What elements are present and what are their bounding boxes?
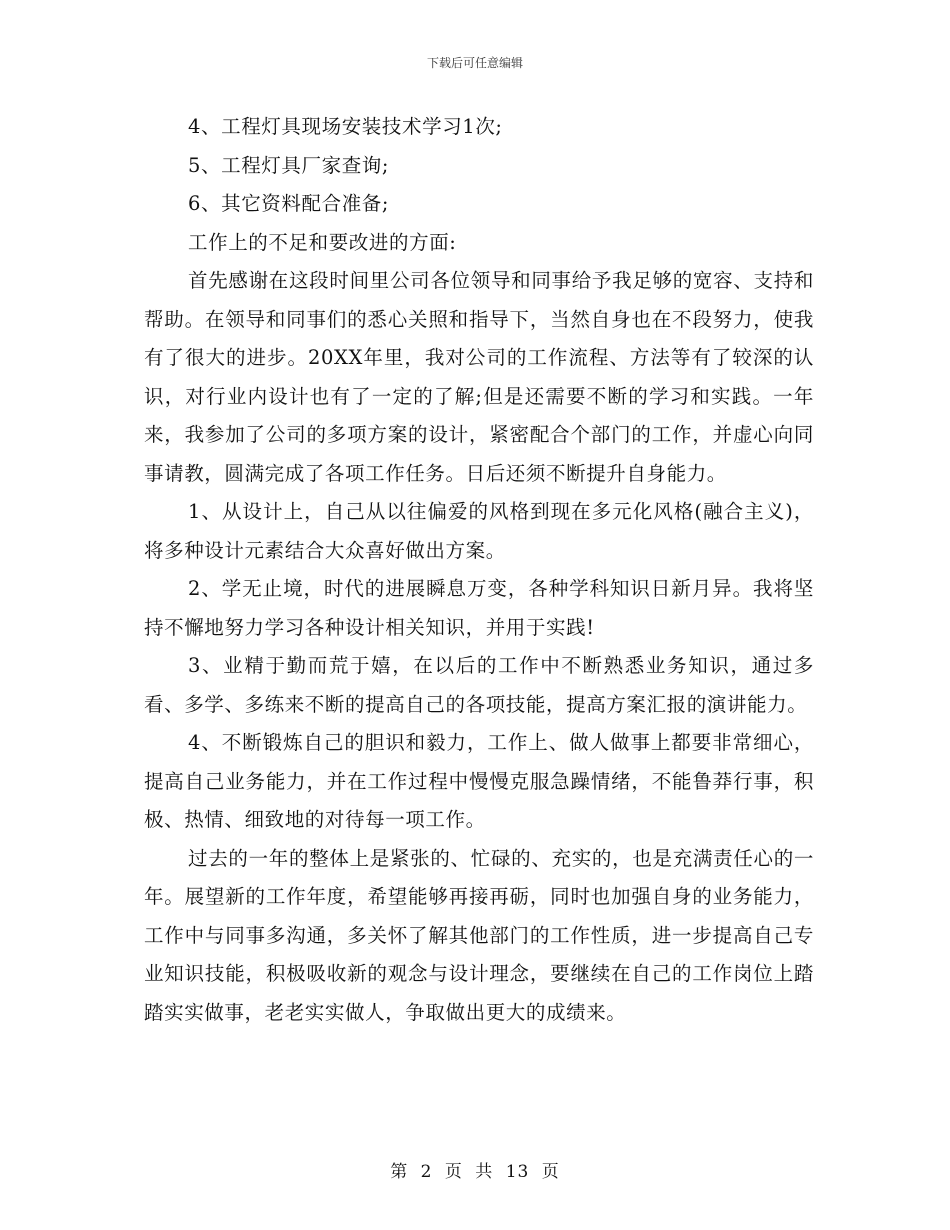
total-label: 共 [475, 1162, 494, 1182]
list-item-business-skills: 3、业精于勤而荒于嬉，在以后的工作中不断熟悉业务知识，通过多看、多学、多练来不断的提高自己的各项技能，提高方案汇报的演讲能力。 [144, 654, 814, 716]
list-item-other-materials: 6、其它资料配合准备; [188, 192, 390, 215]
paragraph-thanks: 首先感谢在这段时间里公司各位领导和同事给予我足够的宽容、支持和帮助。在领导和同事们的悉心关照和指导下，当然自身也在不段努力，使我有了很大的进步。20XX年里，我对公司的工作流程、方法等有了较深的认识，对行业内设计也有了一定的了解;但是还需要不断的学习和实践。一年来，我参加了公司的多项方案的设计，紧密配合个部门的工作，并虚心向同事请教，圆满完成了各项工作任务。日后还须不断提升自身能力。 [144, 269, 814, 485]
list-item-continuous-learning: 2、学无止境，时代的进展瞬息万变，各种学科知识日新月异。我将坚持不懈地努力学习各种设计相关知识，并用于实践! [144, 577, 814, 639]
page-label-prefix: 第 [390, 1162, 409, 1182]
page-header-note: 下载后可任意编辑 [426, 56, 523, 70]
page-footer [0, 1157, 950, 1182]
current-page-number: 2 [420, 1162, 433, 1182]
page-label-suffix: 页 [541, 1162, 560, 1182]
list-item-lamp-install-study: 4、工程灯具现场安装技术学习1次; [188, 115, 503, 138]
paragraph-year-summary: 过去的一年的整体上是紧张的、忙碌的、充实的，也是充满责任心的一年。展望新的工作年度，希望能够再接再砺，同时也加强自身的业务能力，工作中与同事多沟通，多关怀了解其他部门的工作性质，进一步提高自己专业知识技能，积极吸收新的观念与设计理念，要继续在自己的工作岗位上踏踏实实做事，老老实实做人，争取做出更大的成绩来。 [144, 846, 814, 1024]
total-pages-number: 13 [505, 1162, 530, 1182]
list-item-design-style: 1、从设计上，自己从以往偏爱的风格到现在多元化风格(融合主义)，将多种设计元素结合大众喜好做出方案。 [144, 500, 814, 562]
page-label-mid: 页 [444, 1162, 463, 1182]
section-heading-shortcomings: 工作上的不足和要改进的方面: [188, 230, 457, 254]
list-item-self-discipline: 4、不断锻炼自己的胆识和毅力，工作上、做人做事上都要非常细心，提高自己业务能力，并在工作过程中慢慢克服急躁情绪，不能鲁莽行事，积极、热情、细致地的对待每一项工作。 [144, 731, 814, 831]
list-item-vendor-inquiry: 5、工程灯具厂家查询; [188, 153, 390, 177]
document-body [144, 108, 814, 1032]
